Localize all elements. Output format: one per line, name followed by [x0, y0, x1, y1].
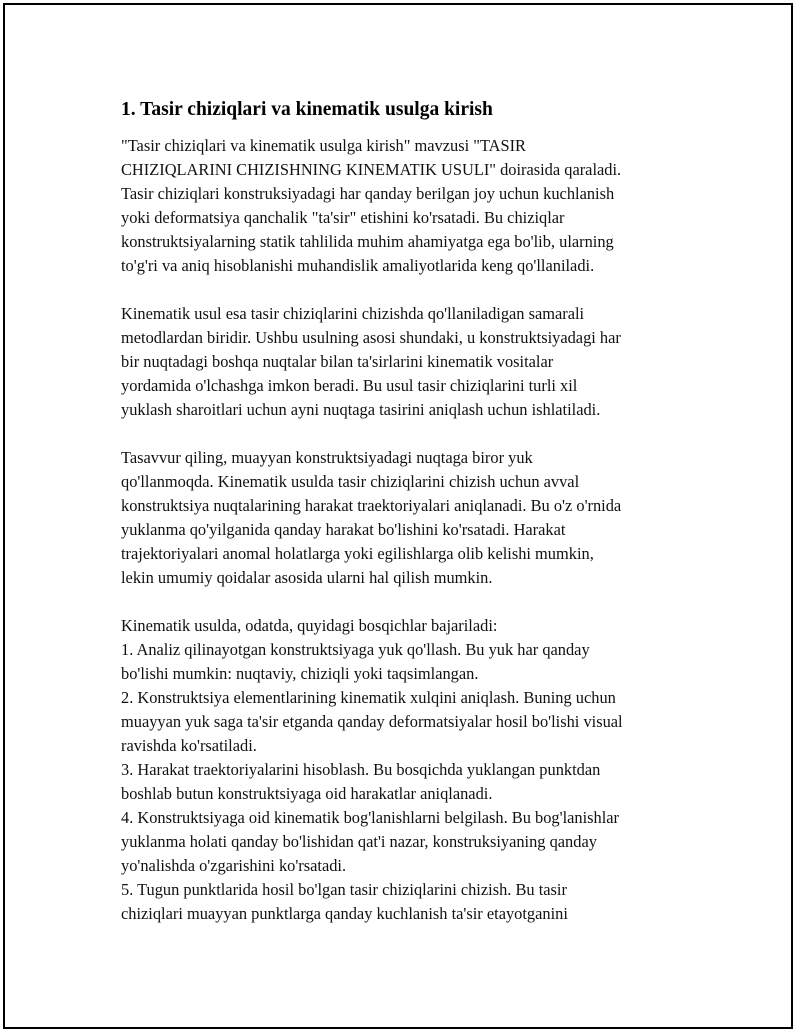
paragraph: [121, 614, 701, 926]
text-line: lekin umumiy qoidalar asosida ularni hal qilish mumkin.: [121, 568, 493, 587]
document-body: [121, 97, 701, 926]
section-title: 1. Tasir chiziqlari va kinematik usulga kirish: [121, 99, 493, 120]
text-line: bir nuqtadagi boshqa nuqtalar bilan ta'sirlarini kinematik vositalar: [121, 352, 554, 371]
text-line: "Tasir chiziqlari va kinematik usulga kirish" mavzusi "TASIR: [121, 136, 526, 155]
document-page: [3, 3, 793, 1029]
paragraph: [121, 446, 701, 590]
text-line: yoki deformatsiya qanchalik "ta'sir" etishini ko'rsatadi. Bu chiziqlar: [121, 208, 565, 227]
text-line: Kinematik usulda, odatda, quyidagi bosqichlar bajariladi:: [121, 616, 498, 635]
text-line: boshlab butun konstruktsiyaga oid harakatlar aniqlanadi.: [121, 784, 493, 803]
text-line: yuklash sharoitlari uchun ayni nuqtaga tasirini aniqlash uchun ishlatiladi.: [121, 400, 601, 419]
paragraph-container: [121, 134, 701, 926]
text-line: metodlardan biridir. Ushbu usulning asosi shundaki, u konstruktsiyadagi har: [121, 328, 621, 347]
text-line: to'g'ri va aniq hisoblanishi muhandislik amaliyotlarida keng qo'llaniladi.: [121, 256, 595, 275]
text-line: 3. Harakat traektoriyalarini hisoblash. Bu bosqichda yuklangan punktdan: [121, 760, 601, 779]
text-line: CHIZIQLARINI CHIZISHNING KINEMATIK USULI" doirasida qaraladi.: [121, 160, 622, 179]
text-line: muayyan yuk saga ta'sir etganda qanday deformatsiyalar hosil bo'lishi visual: [121, 712, 623, 731]
text-line: yuklanma holati qanday bo'lishidan qat'i nazar, konstruksiyaning qanday: [121, 832, 597, 851]
text-line: konstruktsiya nuqtalarining harakat traektoriyalari aniqlanadi. Bu o'z o'rnida: [121, 496, 622, 515]
text-line: 5. Tugun punktlarida hosil bo'lgan tasir chiziqlarini chizish. Bu tasir: [121, 880, 567, 899]
text-line: bo'lishi mumkin: nuqtaviy, chiziqli yoki taqsimlangan.: [121, 664, 479, 683]
text-line: yuklanma qo'yilganida qanday harakat bo'lishini ko'rsatadi. Harakat: [121, 520, 566, 539]
paragraph: [121, 134, 701, 278]
text-line: yordamida o'lchashga imkon beradi. Bu usul tasir chiziqlarini turli xil: [121, 376, 578, 395]
text-line: Kinematik usul esa tasir chiziqlarini chizishda qo'llaniladigan samarali: [121, 304, 585, 323]
text-line: Tasavvur qiling, muayyan konstruktsiyadagi nuqtaga biror yuk: [121, 448, 533, 467]
text-line: 1. Analiz qilinayotgan konstruktsiyaga yuk qo'llash. Bu yuk har qanday: [121, 640, 590, 659]
text-line: ravishda ko'rsatiladi.: [121, 736, 257, 755]
text-line: chiziqlari muayyan punktlarga qanday kuchlanish ta'sir etayotganini: [121, 904, 568, 923]
text-line: Tasir chiziqlari konstruksiyadagi har qanday berilgan joy uchun kuchlanish: [121, 184, 615, 203]
text-line: konstruktsiyalarning statik tahlilida muhim ahamiyatga ega bo'lib, ularning: [121, 232, 614, 251]
text-line: qo'llanmoqda. Kinematik usulda tasir chiziqlarini chizish uchun avval: [121, 472, 580, 491]
text-line: 2. Konstruktsiya elementlarining kinematik xulqini aniqlash. Buning uchun: [121, 688, 616, 707]
paragraph: [121, 302, 701, 422]
text-line: 4. Konstruktsiyaga oid kinematik bog'lanishlarni belgilash. Bu bog'lanishlar: [121, 808, 620, 827]
text-line: trajektoriyalari anomal holatlarga yoki egilishlarga olib kelishi mumkin,: [121, 544, 594, 563]
text-line: yo'nalishda o'zgarishini ko'rsatadi.: [121, 856, 347, 875]
